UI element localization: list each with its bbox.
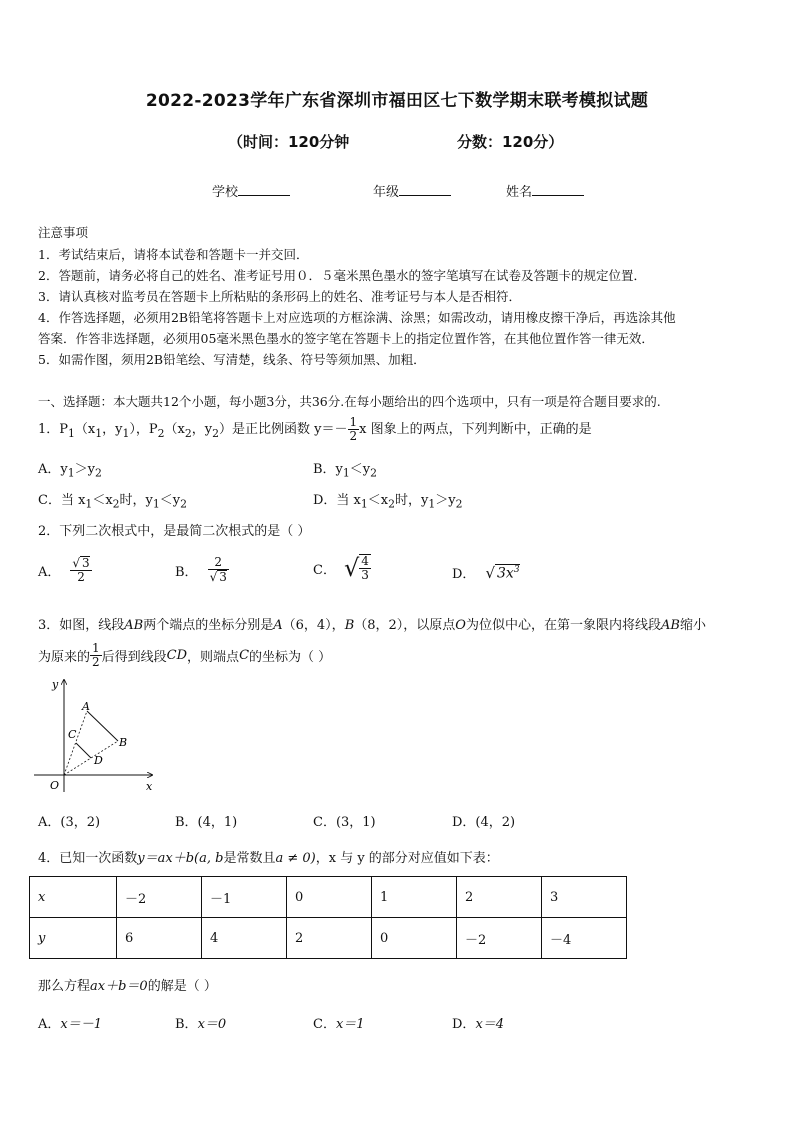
name-label: 姓名 bbox=[506, 185, 533, 200]
q4-option-d[interactable] bbox=[452, 1013, 504, 1032]
q3-text: 为原来的 bbox=[38, 650, 91, 666]
q3-stem-line2 bbox=[38, 642, 331, 669]
table-cell: 2 bbox=[287, 918, 372, 959]
opt-label: B． bbox=[175, 564, 198, 580]
opt-text: 时，y bbox=[119, 493, 153, 508]
exam-time: （时间：120分钟 bbox=[228, 133, 350, 151]
q4-text: 的解是（ ） bbox=[147, 979, 217, 994]
q3-text: 为位似中心，在第一象限内将线段 bbox=[465, 618, 661, 633]
sqrt: √ 3 bbox=[72, 556, 90, 570]
table-row bbox=[30, 877, 627, 918]
ray-oa bbox=[64, 711, 87, 775]
table-cell: 4 bbox=[202, 918, 287, 959]
numerator: 1 bbox=[92, 641, 100, 655]
table-cell: 6 bbox=[117, 918, 202, 959]
q3-var: CD bbox=[166, 648, 188, 664]
q3-option-b[interactable]: B．(4，1) bbox=[175, 815, 238, 830]
q4-option-c[interactable] bbox=[313, 1013, 365, 1032]
opt-text: ＜x bbox=[92, 493, 113, 508]
subscript: 1 bbox=[342, 466, 350, 480]
q2-option-a[interactable] bbox=[38, 556, 92, 584]
q4-text: 4．已知一次函数 bbox=[38, 851, 138, 866]
grade-field bbox=[373, 181, 451, 200]
point-d-label: D bbox=[94, 754, 103, 767]
q1-option-a[interactable] bbox=[38, 458, 102, 480]
table-cell: 3 bbox=[542, 877, 627, 918]
subscript: 1 bbox=[360, 497, 368, 511]
point-b-label: B bbox=[119, 736, 128, 749]
subscript: 2 bbox=[212, 426, 220, 440]
table-cell: －4 bbox=[542, 918, 627, 959]
radicand: 3 bbox=[82, 556, 90, 570]
note-item: 4．作答选择题，必须用2B铅笔将答题卡上对应选项的方框涂满、涂黑；如需改动，请用橡皮擦干净后，再选涂其他 bbox=[38, 310, 676, 325]
sqrt-sign: √ bbox=[485, 563, 495, 582]
q3-option-c[interactable]: C．(3，1) bbox=[313, 815, 376, 830]
table-cell: 1 bbox=[372, 877, 457, 918]
subscript: 1 bbox=[67, 466, 75, 480]
name-blank[interactable] bbox=[532, 183, 584, 196]
segment-cd bbox=[76, 743, 91, 758]
q2-option-d[interactable] bbox=[452, 563, 520, 582]
note-item: 3．请认真核对监考员在答题卡上所粘贴的条形码上的姓名、准考证号与本人是否相符． bbox=[38, 289, 521, 304]
fraction bbox=[90, 642, 102, 669]
subscript: 2 bbox=[370, 466, 378, 480]
denominator: 2 bbox=[92, 655, 100, 670]
subscript: 1 bbox=[95, 426, 103, 440]
q4-question bbox=[38, 975, 217, 994]
name-field bbox=[506, 181, 584, 200]
note-item: 1．考试结束后，请将本试卷和答题卡一并交回． bbox=[38, 247, 309, 262]
q4-expr: a ≠ 0) bbox=[275, 851, 316, 866]
q3-stem-line1 bbox=[38, 614, 706, 633]
q3-var: A bbox=[273, 618, 283, 633]
opt-text: B．y bbox=[313, 462, 343, 477]
opt-value: x＝4 bbox=[475, 1017, 505, 1032]
opt-text: A．y bbox=[38, 462, 68, 477]
subscript: 1 bbox=[85, 497, 93, 511]
q3-text: 的坐标为（ ） bbox=[249, 650, 332, 666]
subscript: 2 bbox=[184, 426, 192, 440]
q4-text: 那么方程 bbox=[38, 979, 91, 994]
q3-var: B bbox=[344, 618, 355, 633]
radicand bbox=[495, 564, 520, 582]
opt-value: x＝－1 bbox=[60, 1017, 102, 1032]
opt-text: C．当 x bbox=[38, 493, 86, 508]
section-heading: 一、选择题：本大题共12个小题，每小题3分，共36分.在每小题给出的四个选项中，只有一项是符合题目要求的. bbox=[38, 394, 661, 409]
opt-text: ＜x bbox=[367, 493, 389, 508]
opt-label: A． bbox=[38, 1017, 61, 1032]
grade-label: 年级 bbox=[373, 185, 400, 200]
y-label: y bbox=[52, 678, 59, 691]
q1-option-c[interactable] bbox=[38, 489, 187, 511]
notes-heading: 注意事项 bbox=[38, 225, 89, 240]
subscript: 2 bbox=[180, 497, 188, 511]
sqrt: √ 3 bbox=[209, 570, 227, 585]
numerator: 2 bbox=[208, 556, 229, 570]
q3-var: C bbox=[239, 648, 250, 664]
table-cell: 0 bbox=[287, 877, 372, 918]
note-item: 5．如需作图，须用2B铅笔绘、写清楚，线条、符号等须加黑、加粗． bbox=[38, 352, 426, 367]
opt-text: ＞y bbox=[435, 493, 456, 508]
q3-figure bbox=[30, 674, 160, 796]
opt-label: D． bbox=[452, 1017, 476, 1032]
sqrt-sign: √ bbox=[343, 554, 360, 583]
school-label: 学校 bbox=[212, 185, 239, 200]
subscript: 2 bbox=[112, 497, 120, 511]
q1-text: x 图象上的两点，下列判断中，正确的是 bbox=[359, 422, 592, 438]
q3-text: （8，2），以原点 bbox=[354, 618, 456, 633]
radicand: 3 bbox=[219, 570, 227, 585]
q1-text: ）是正比例函数 y＝－ bbox=[219, 422, 348, 438]
q1-text: ），P bbox=[129, 422, 158, 438]
origin-label: O bbox=[50, 779, 60, 792]
q2-stem: 2．下列二次根式中，是最简二次根式的是（ ） bbox=[38, 524, 311, 539]
q4-expr: y＝ax＋b(a, b bbox=[137, 851, 224, 866]
grade-blank[interactable] bbox=[399, 183, 451, 196]
q3-text: （6，4）， bbox=[282, 618, 345, 633]
opt-label: B． bbox=[175, 1017, 198, 1032]
opt-text: ＜y bbox=[349, 462, 371, 477]
exam-score: 分数：120分） bbox=[457, 133, 564, 151]
q1-stem bbox=[38, 416, 592, 447]
q1-text: （x bbox=[164, 422, 185, 438]
q1-text: ，y bbox=[191, 422, 213, 438]
opt-text: ＞y bbox=[74, 462, 95, 477]
q2-option-c[interactable] bbox=[313, 554, 371, 582]
q4-option-b[interactable] bbox=[175, 1013, 226, 1032]
numerator: 1 bbox=[349, 415, 358, 429]
page-title: 2022-2023学年广东省深圳市福田区七下数学期末联考模拟试题 bbox=[145, 91, 649, 111]
table-cell: 2 bbox=[457, 877, 542, 918]
q3-var: O bbox=[455, 618, 466, 633]
denominator bbox=[208, 570, 229, 584]
note-item: 答案．作答非选择题，必须用05毫米黑色墨水的签字笔在答题卡上的指定位置作答，在其他位置作答一律无效． bbox=[38, 331, 654, 346]
denominator: 2 bbox=[77, 570, 85, 585]
denominator: 2 bbox=[349, 429, 358, 444]
opt-label: C． bbox=[313, 1017, 336, 1032]
q3-text: 后得到线段 bbox=[101, 650, 167, 666]
fraction bbox=[359, 554, 371, 582]
table-cell: 0 bbox=[372, 918, 457, 959]
exponent: 3 bbox=[513, 564, 520, 575]
opt-text: ＜y bbox=[159, 493, 181, 508]
opt-label: D． bbox=[452, 567, 476, 582]
subscript: 2 bbox=[157, 426, 165, 440]
xy-table bbox=[29, 876, 627, 959]
opt-value: x＝1 bbox=[335, 1017, 365, 1032]
denominator: 3 bbox=[361, 568, 369, 583]
q1-option-b[interactable] bbox=[313, 458, 377, 480]
table-cell: －1 bbox=[202, 877, 287, 918]
q3-text: ，则端点 bbox=[187, 650, 240, 666]
fraction bbox=[208, 556, 229, 584]
subscript: 1 bbox=[122, 426, 130, 440]
numerator: 4 bbox=[361, 554, 369, 568]
subscript: 2 bbox=[455, 497, 463, 511]
numerator bbox=[70, 556, 91, 571]
table-header-y: y bbox=[30, 918, 117, 959]
table-row bbox=[30, 918, 627, 959]
point-a-label: A bbox=[82, 700, 90, 713]
note-item: 2．答题前，请务必将自己的姓名、准考证号用０．５毫米黑色墨水的签字笔填写在试卷及答题卡的规定位置． bbox=[38, 268, 646, 283]
table-header-x: x bbox=[30, 877, 117, 918]
q3-text: 两个端点的坐标分别是 bbox=[143, 618, 274, 633]
fraction bbox=[70, 556, 91, 584]
school-field bbox=[212, 181, 290, 200]
q4-expr: ax＋b＝0 bbox=[90, 979, 148, 994]
table-cell: －2 bbox=[457, 918, 542, 959]
opt-text: D．当 x bbox=[313, 493, 361, 508]
fraction bbox=[348, 416, 360, 443]
radicand-text: 3x bbox=[497, 565, 514, 582]
q3-text: 缩小 bbox=[679, 618, 706, 633]
subscript: 1 bbox=[428, 497, 436, 511]
q3-option-d[interactable]: D．(4，2) bbox=[452, 815, 516, 830]
q1-option-d[interactable] bbox=[313, 489, 463, 511]
point-c-label: C bbox=[68, 728, 77, 741]
table-cell: －2 bbox=[117, 877, 202, 918]
q3-text: 3．如图，线段 bbox=[38, 618, 125, 633]
q3-option-a[interactable]: A．(3，2) bbox=[38, 815, 101, 830]
opt-label: C． bbox=[313, 562, 336, 578]
subscript: 1 bbox=[68, 426, 75, 440]
q1-text: （x bbox=[74, 422, 96, 438]
opt-label: A． bbox=[38, 564, 61, 580]
segment-ab bbox=[87, 711, 118, 741]
opt-text: 时，y bbox=[395, 493, 429, 508]
q4-text: ，x 与 y 的部分对应值如下表： bbox=[315, 851, 499, 866]
opt-value: x＝0 bbox=[197, 1017, 227, 1032]
q3-var: AB bbox=[660, 618, 680, 633]
q4-text: 是常数且 bbox=[223, 851, 276, 866]
q2-option-b[interactable] bbox=[175, 556, 229, 584]
q4-stem bbox=[38, 847, 499, 866]
q3-var: AB bbox=[124, 618, 144, 633]
q1-text: 1．P bbox=[38, 422, 69, 438]
subscript: 2 bbox=[94, 466, 102, 480]
subscript: 1 bbox=[152, 497, 160, 511]
school-blank[interactable] bbox=[238, 183, 290, 196]
q1-text: ，y bbox=[102, 422, 123, 438]
x-label: x bbox=[146, 780, 153, 793]
q4-option-a[interactable] bbox=[38, 1013, 102, 1032]
subscript: 2 bbox=[388, 497, 396, 511]
